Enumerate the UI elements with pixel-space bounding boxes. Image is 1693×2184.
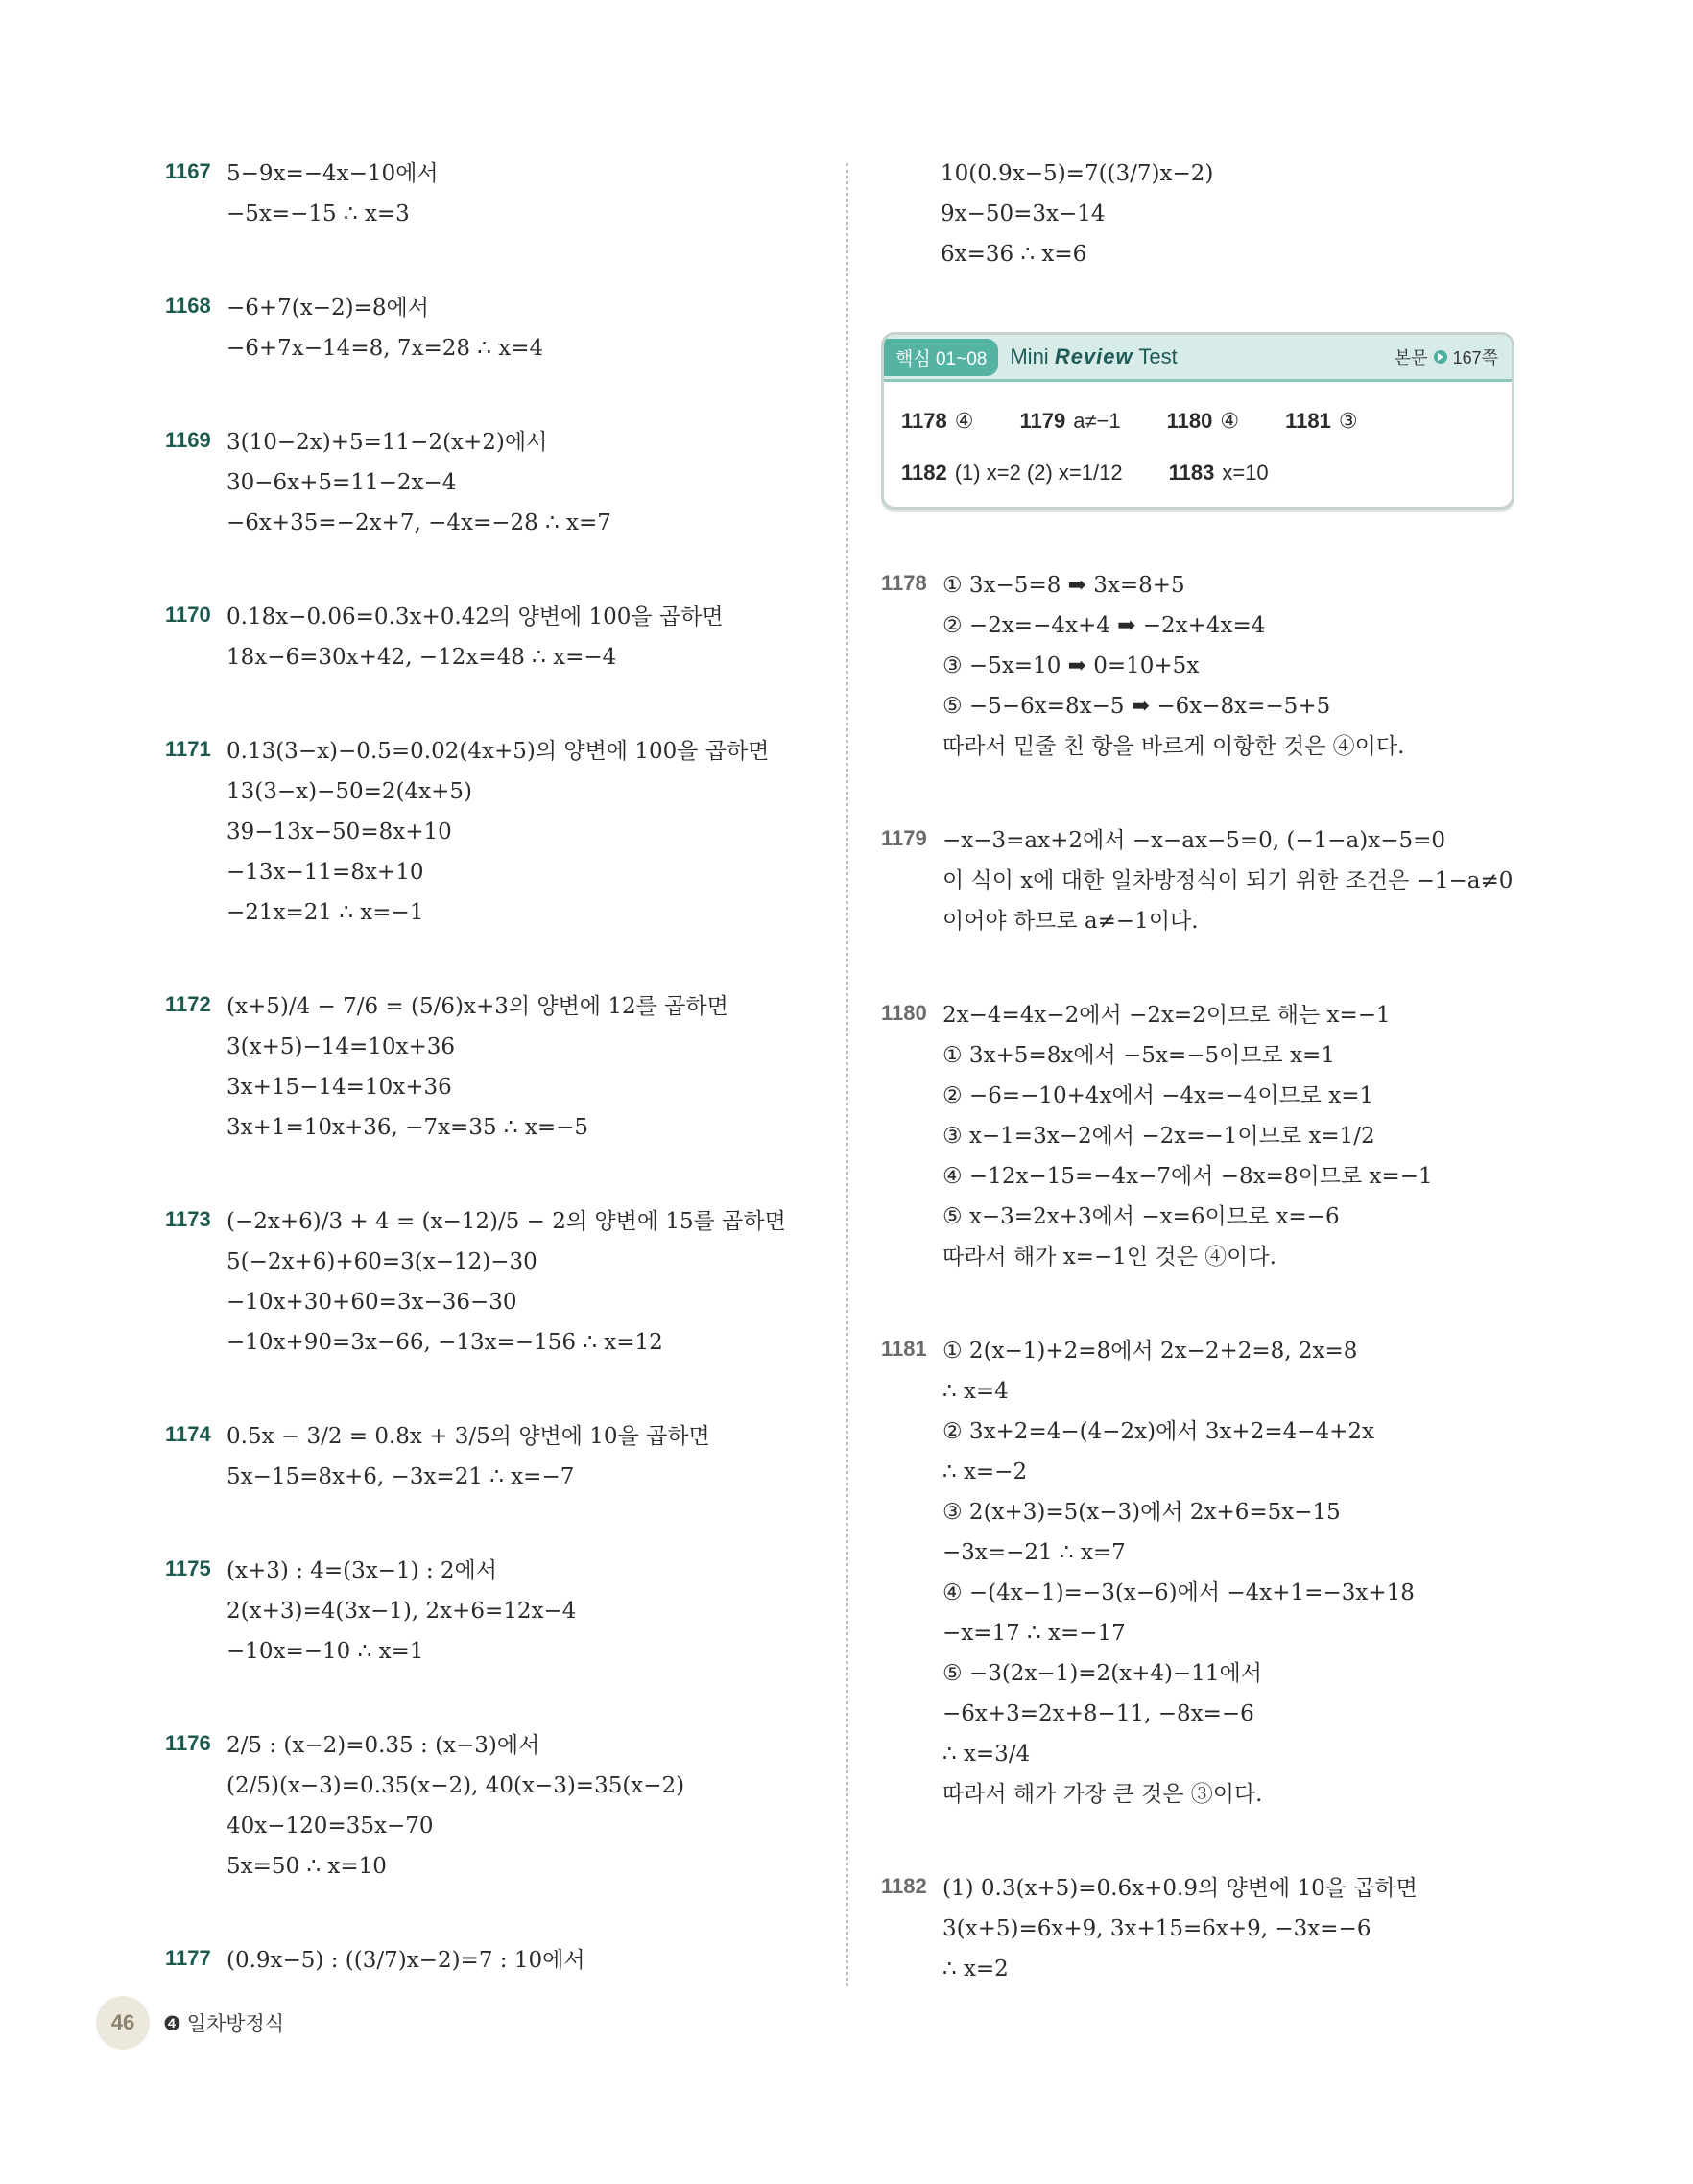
answer-number: 1181 [1285,409,1331,433]
solution-line: 0.18x−0.06=0.3x+0.42의 양변에 100을 곱하면 [227,605,724,629]
solution-line: 40x−120=35x−70 [227,1814,434,1839]
solution-line: 2/5 : (x−2)=0.35 : (x−3)에서 [227,1733,540,1758]
answer-item [1285,395,1357,447]
solution-row [165,731,837,933]
answer-number: 1183 [1168,461,1215,485]
solution-line: 2x−4=4x−2에서 −2x=2이므로 해는 x=−1 [942,1003,1391,1028]
problem-number: 1172 [165,992,211,1016]
answer-number: 1179 [1019,409,1066,433]
review-title-a: Mini [1010,344,1049,368]
solution-line: 5(−2x+6)+60=3(x−12)−30 [227,1249,537,1274]
solution-line: −10x+90=3x−66, −13x=−156 ∴ x=12 [227,1330,663,1355]
problem-number: 1178 [881,571,927,595]
solution-1172 [165,986,837,1148]
solution-lines [227,597,837,677]
solution-line: ⑤ x−3=2x+3에서 −x=6이므로 x=−6 [942,1204,1340,1229]
solution-line: 5x−15=8x+6, −3x=21 ∴ x=−7 [227,1464,575,1489]
left-column [165,154,837,2034]
problem-number: 1174 [165,1422,211,1446]
chapter-label [163,2008,284,2037]
solution-row [165,1416,837,1497]
review-title [1010,344,1177,369]
solution-line: −6+7x−14=8, 7x=28 ∴ x=4 [227,336,544,361]
solution-row [881,1331,1534,1815]
solution-line: ⑤ −5−6x=8x−5 ➡ −6x−8x=−5+5 [942,694,1331,719]
solution-1177 [165,1940,837,1981]
solution-line: ∴ x=3/4 [942,1742,1031,1767]
solution-line: −3x=−21 ∴ x=7 [942,1540,1126,1565]
answer-number: 1178 [901,409,947,433]
solution-line: −5x=−15 ∴ x=3 [227,202,410,226]
problem-number: 1173 [165,1207,211,1231]
answer-item [1167,395,1239,447]
solution-line: 3x+15−14=10x+36 [227,1075,452,1100]
solution-line: (x+5)/4 − 7/6 = (5/6)x+3의 양변에 12를 곱하면 [227,994,728,1019]
review-answers [884,382,1512,510]
solution-row [881,820,1534,941]
solution-line: 따라서 해가 x=−1인 것은 ④이다. [942,1245,1276,1270]
problem-number: 1168 [165,294,211,318]
solution-line: ① 3x+5=8x에서 −5x=−5이므로 x=1 [942,1043,1335,1068]
solution-1176 [165,1725,837,1887]
solution-row [165,288,837,368]
solution-lines [942,565,1534,767]
answer-value: ④ [954,409,974,433]
solution-row [165,1725,837,1887]
solution-row [165,1551,837,1672]
solution-row [165,154,837,234]
solution-line: (−2x+6)/3 + 4 = (x−12)/5 − 2의 양변에 15를 곱하면 [227,1209,786,1234]
solution-row [165,1201,837,1363]
answer-row [901,447,1494,499]
solution-line: ③ x−1=3x−2에서 −2x=−1이므로 x=1/2 [942,1124,1375,1149]
solution-1171 [165,731,837,933]
solution-lines [227,1551,837,1672]
ref-page: 167쪽 [1452,348,1498,368]
solution-line: ∴ x=2 [942,1957,1009,1982]
solution-row [881,995,1534,1277]
review-header [884,335,1512,382]
solution-line: 3(10−2x)+5=11−2(x+2)에서 [227,430,548,455]
solution-1173 [165,1201,837,1363]
solution-lines [227,1201,837,1363]
solution-line: ∴ x=4 [942,1379,1009,1404]
chapter-number: ❹ [163,2013,181,2035]
problem-number: 1181 [881,1337,927,1361]
ref-label: 본문 [1394,348,1428,368]
solution-line: (x+3) : 4=(3x−1) : 2에서 [227,1558,497,1583]
solution-row [165,422,837,543]
solution-line: 3x+1=10x+36, −7x=35 ∴ x=−5 [227,1115,588,1140]
chapter-title: 일차방정식 [186,2013,285,2035]
answer-number: 1182 [901,461,947,485]
solution-lines [227,1940,837,1981]
solution-line: ② −2x=−4x+4 ➡ −2x+4x=4 [942,613,1266,638]
solution-lines [227,422,837,543]
solution-line: −10x+30+60=3x−36−30 [227,1290,517,1315]
review-pill: 핵심 01~08 [884,339,998,376]
solution-line: 3(x+5)=6x+9, 3x+15=6x+9, −3x=−6 [942,1916,1371,1941]
solution-line: ② 3x+2=4−(4−2x)에서 3x+2=4−4+2x [942,1419,1375,1444]
solution-line: −6x+35=−2x+7, −4x=−28 ∴ x=7 [227,510,611,535]
solution-row [165,597,837,677]
problem-number: 1175 [165,1556,211,1580]
solution-line: −10x=−10 ∴ x=1 [227,1639,424,1664]
answer-value: a≠−1 [1073,409,1121,433]
answer-item [1169,447,1269,499]
solution-1174 [165,1416,837,1497]
solution-line: ∴ x=−2 [942,1460,1028,1484]
solution-lines [227,1416,837,1497]
answer-value: ④ [1220,409,1240,433]
solution-lines [227,986,837,1148]
solution-lines [227,288,837,368]
answer-value: (1) x=2 (2) x=1/12 [954,461,1123,485]
solution-line: 9x−50=3x−14 [941,202,1106,226]
problem-number: 1180 [881,1001,927,1025]
solution-1175 [165,1551,837,1672]
solution-1178 [881,565,1534,767]
solution-row [165,1940,837,1981]
solution-line: (1) 0.3(x+5)=0.6x+0.9의 양변에 10을 곱하면 [942,1876,1418,1901]
solution-line: ② −6=−10+4x에서 −4x=−4이므로 x=1 [942,1083,1374,1108]
solution-line: −6x+3=2x+8−11, −8x=−6 [942,1701,1254,1726]
solution-row [881,1868,1534,1989]
answer-row [901,395,1494,447]
solution-line: 13(3−x)−50=2(4x+5) [227,779,472,804]
solution-row [165,986,837,1148]
solution-line: 따라서 해가 가장 큰 것은 ③이다. [942,1782,1263,1807]
solution-line: 따라서 밑줄 친 항을 바르게 이항한 것은 ④이다. [942,734,1405,759]
solution-1170 [165,597,837,677]
solution-line: 5x=50 ∴ x=10 [227,1854,387,1879]
problem-number: 1170 [165,603,211,627]
mini-review-box [881,332,1514,510]
solution-line: 0.13(3−x)−0.5=0.02(4x+5)의 양변에 100을 곱하면 [227,739,770,764]
continued-solution-1177 [881,154,1534,274]
problem-number: 1171 [165,737,211,761]
solution-lines [227,731,837,933]
solution-1182 [881,1868,1534,1989]
solution-line: −x=17 ∴ x=−17 [942,1621,1126,1646]
solution-line: −6+7(x−2)=8에서 [227,296,429,320]
problem-number: 1177 [165,1946,211,1970]
answer-value: x=10 [1222,461,1269,485]
answer-value: ③ [1338,409,1358,433]
solution-line: 3(x+5)−14=10x+36 [227,1034,456,1059]
solution-line: (0.9x−5) : ((3/7)x−2)=7 : 10에서 [227,1948,585,1973]
problem-number: 1176 [165,1731,211,1755]
solution-line: ④ −12x−15=−4x−7에서 −8x=8이므로 x=−1 [942,1164,1433,1189]
answer-item [1019,395,1120,447]
column-divider [846,163,848,1986]
problem-number: 1169 [165,428,211,452]
solution-line: −21x=21 ∴ x=−1 [227,900,424,925]
review-title-c: Test [1138,344,1178,368]
solution-line: 이 식이 x에 대한 일차방정식이 되기 위한 조건은 −1−a≠0 [942,868,1514,893]
solution-1179 [881,820,1534,941]
solution-row [881,565,1534,767]
problem-number: 1179 [881,826,927,850]
solution-line: ③ 2(x+3)=5(x−3)에서 2x+6=5x−15 [942,1500,1341,1525]
solution-line: ① 2(x−1)+2=8에서 2x−2+2=8, 2x=8 [942,1339,1358,1364]
solution-line: 5−9x=−4x−10에서 [227,161,439,186]
page-number: 46 [96,1996,150,2050]
solution-line: 0.5x − 3/2 = 0.8x + 3/5의 양변에 10을 곱하면 [227,1424,710,1449]
answer-item [901,395,973,447]
solution-1169 [165,422,837,543]
answer-item [901,447,1123,499]
solution-line: (2/5)(x−3)=0.35(x−2), 40(x−3)=35(x−2) [227,1773,685,1798]
solution-line: −13x−11=8x+10 [227,860,424,885]
arrow-circle-icon [1434,350,1447,364]
solution-lines [942,820,1534,941]
solution-line: ① 3x−5=8 ➡ 3x=8+5 [942,573,1185,598]
problem-number: 1182 [881,1874,927,1898]
right-solutions [881,565,1534,1989]
right-column [881,154,1534,2043]
page-reference [1395,344,1498,369]
solution-1167 [165,154,837,234]
solution-1168 [165,288,837,368]
solution-line: 6x=36 ∴ x=6 [941,242,1087,267]
solution-line: −x−3=ax+2에서 −x−ax−5=0, (−1−a)x−5=0 [942,828,1445,853]
solution-line: 18x−6=30x+42, −12x=48 ∴ x=−4 [227,645,617,670]
solution-line: 30−6x+5=11−2x−4 [227,470,457,495]
solution-lines [942,995,1534,1277]
solution-lines [227,154,837,234]
solution-1181 [881,1331,1534,1815]
page-footer [96,1996,284,2050]
problem-number: 1167 [165,159,211,183]
solution-lines [227,1725,837,1887]
solution-line: 10(0.9x−5)=7((3/7)x−2) [941,161,1214,186]
solution-line: 39−13x−50=8x+10 [227,819,452,844]
solution-line: 이어야 하므로 a≠−1이다. [942,909,1199,934]
solution-line: ③ −5x=10 ➡ 0=10+5x [942,653,1200,678]
solution-1180 [881,995,1534,1277]
solution-line: ④ −(4x−1)=−3(x−6)에서 −4x+1=−3x+18 [942,1580,1415,1605]
answer-number: 1180 [1166,409,1213,433]
solution-line: 2(x+3)=4(3x−1), 2x+6=12x−4 [227,1599,577,1624]
solution-lines [942,1868,1534,1989]
solution-line: ⑤ −3(2x−1)=2(x+4)−11에서 [942,1661,1262,1686]
review-title-b: Review [1054,344,1133,368]
solution-lines [942,1331,1534,1815]
